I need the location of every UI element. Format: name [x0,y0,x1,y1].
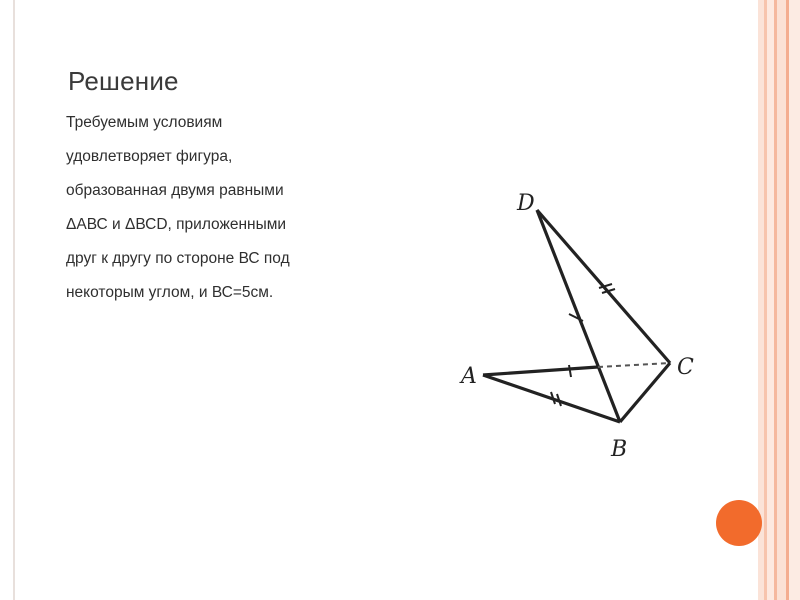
solution-line-5: друг к другу по стороне ВС под [66,250,290,267]
solution-line-3: образованная двумя равными [66,182,284,199]
decorative-orange-circle [716,500,762,546]
solution-line-2: удовлетворяет фигура, [66,148,233,165]
segment-bc [620,363,670,422]
label-d: D [517,191,535,216]
segment-ac-hidden [598,363,670,367]
left-border-line [13,0,15,600]
geometry-figure [455,180,705,480]
segment-ab [483,375,620,422]
solution-line-1: Требуемым условиям [66,114,223,131]
page-title: Решение [68,66,179,96]
tick-ac [569,365,571,377]
label-a: A [461,364,477,389]
label-c: C [677,355,694,380]
tick-db [569,314,583,321]
solution-line-4: ΔАВС и ΔВСD, приложенными [66,216,287,233]
segment-ac-visible [483,367,598,375]
segment-db [537,210,620,422]
solution-text [66,106,366,310]
solution-line-6: некоторым углом, и ВС=5см. [66,284,274,301]
label-b: B [611,437,628,462]
decorative-stripes [758,0,800,600]
